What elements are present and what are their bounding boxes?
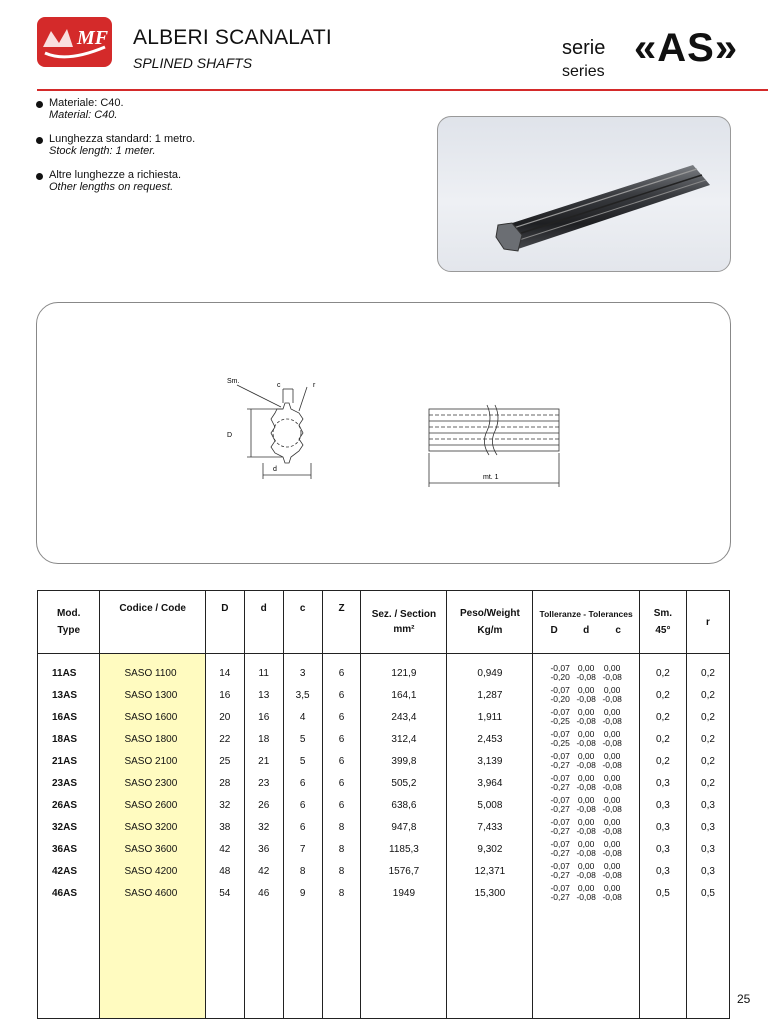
- bullet-dot-icon: [36, 137, 43, 144]
- cell-section: 638,6: [361, 794, 447, 816]
- cell-sm: 0,2: [639, 750, 686, 772]
- tol-upper: 0,00: [603, 883, 621, 893]
- tol-upper: 0,00: [577, 751, 595, 761]
- cell-z: 6: [322, 706, 361, 728]
- page-subtitle: SPLINED SHAFTS: [133, 55, 253, 71]
- col-header-tolerances: Tolleranze - Tolerances D d c: [533, 591, 639, 654]
- cell-code: SASO 1300: [100, 684, 205, 706]
- table-row: [38, 816, 730, 838]
- cell-sm: 0,3: [639, 794, 686, 816]
- col-header-r: r: [686, 591, 729, 654]
- tol-lower: -0,08: [576, 804, 596, 814]
- cell-z: 8: [322, 838, 361, 860]
- tol-upper: -0,07: [550, 883, 570, 893]
- cell-weight: 1,911: [447, 706, 533, 728]
- tol-lower: -0,08: [602, 672, 622, 682]
- tol-lower: -0,27: [550, 848, 570, 858]
- tol-lower: -0,08: [576, 848, 596, 858]
- logo-text: MF: [77, 27, 109, 49]
- bullet-material: [36, 97, 195, 121]
- technical-drawing: [36, 302, 731, 564]
- col-header-weight: Peso/Weight Kg/m: [447, 591, 533, 654]
- cell-d: 11: [244, 662, 283, 684]
- serie-label: serie: [562, 37, 606, 59]
- bullet-text-it: Materiale: C40.: [49, 97, 124, 109]
- tol-lower: -0,27: [550, 870, 570, 880]
- cell-z: 8: [322, 882, 361, 904]
- tol-upper: 0,00: [577, 883, 595, 893]
- cell-c: 5: [283, 728, 322, 750]
- tol-lower: -0,08: [602, 694, 622, 704]
- tol-upper: -0,07: [550, 861, 570, 871]
- table-row: [38, 662, 730, 684]
- cell-d: 26: [244, 794, 283, 816]
- tol-upper: -0,07: [550, 817, 570, 827]
- cell-sm: 0,2: [639, 684, 686, 706]
- cell-z: 8: [322, 816, 361, 838]
- cell-r: 0,5: [686, 882, 729, 904]
- table-row: [38, 860, 730, 882]
- tol-upper: 0,00: [577, 663, 595, 673]
- cell-code: SASO 1600: [100, 706, 205, 728]
- tol-upper: 0,00: [577, 817, 595, 827]
- tol-lower: -0,25: [550, 738, 570, 748]
- cell-section: 505,2: [361, 772, 447, 794]
- page-title: ALBERI SCANALATI: [133, 26, 332, 49]
- tol-upper: 0,00: [603, 729, 621, 739]
- cell-D: 48: [205, 860, 244, 882]
- cell-r: 0,2: [686, 684, 729, 706]
- col-header-D: D: [205, 591, 244, 654]
- tol-upper: -0,07: [550, 685, 570, 695]
- cell-weight: 9,302: [447, 838, 533, 860]
- cell-d: 36: [244, 838, 283, 860]
- tol-upper: -0,07: [550, 729, 570, 739]
- col-header-section: Sez. / Section mm²: [361, 591, 447, 654]
- tol-lower: -0,08: [602, 716, 622, 726]
- bullet-text-it: Lunghezza standard: 1 metro.: [49, 133, 196, 145]
- bullet-length: [36, 133, 195, 157]
- table-row: [38, 838, 730, 860]
- shaft-photo: [437, 116, 731, 272]
- cell-z: 8: [322, 860, 361, 882]
- cell-D: 22: [205, 728, 244, 750]
- tol-upper: -0,07: [550, 795, 570, 805]
- table-row: [38, 684, 730, 706]
- cell-z: 6: [322, 662, 361, 684]
- tol-lower: -0,08: [576, 760, 596, 770]
- table-row: [38, 882, 730, 904]
- cell-r: 0,2: [686, 706, 729, 728]
- cell-c: 9: [283, 882, 322, 904]
- col-header-d: d: [244, 591, 283, 654]
- tol-upper: 0,00: [603, 795, 621, 805]
- cell-c: 6: [283, 794, 322, 816]
- cell-weight: 1,287: [447, 684, 533, 706]
- table-row: [38, 772, 730, 794]
- label-sm: Sm.: [227, 378, 240, 385]
- tol-upper: 0,00: [603, 751, 621, 761]
- table-row: [38, 794, 730, 816]
- bullet-text-en: Other lengths on request.: [49, 181, 174, 193]
- table-row: [38, 706, 730, 728]
- cell-sm: 0,3: [639, 838, 686, 860]
- cell-sm: 0,2: [639, 728, 686, 750]
- cell-mod: 36AS: [38, 838, 100, 860]
- cell-D: 32: [205, 794, 244, 816]
- cell-section: 399,8: [361, 750, 447, 772]
- tol-upper: 0,00: [603, 685, 621, 695]
- cell-r: 0,2: [686, 772, 729, 794]
- cell-section: 1949: [361, 882, 447, 904]
- cell-weight: 12,371: [447, 860, 533, 882]
- cell-sm: 0,3: [639, 816, 686, 838]
- tol-upper: -0,07: [550, 707, 570, 717]
- label-d: d: [273, 466, 277, 473]
- cell-section: 1185,3: [361, 838, 447, 860]
- cell-c: 3: [283, 662, 322, 684]
- cell-D: 16: [205, 684, 244, 706]
- tol-lower: -0,08: [602, 804, 622, 814]
- cell-c: 6: [283, 772, 322, 794]
- tol-lower: -0,27: [550, 782, 570, 792]
- tol-upper: 0,00: [577, 707, 595, 717]
- cell-d: 18: [244, 728, 283, 750]
- cell-r: 0,3: [686, 794, 729, 816]
- cell-weight: 5,008: [447, 794, 533, 816]
- table-header-row: [38, 591, 730, 654]
- cell-section: 947,8: [361, 816, 447, 838]
- col-header-code: Codice / Code: [100, 591, 205, 654]
- tol-lower: -0,27: [550, 892, 570, 902]
- cell-D: 28: [205, 772, 244, 794]
- cell-r: 0,3: [686, 816, 729, 838]
- spec-table: [37, 590, 730, 1019]
- tol-upper: 0,00: [603, 663, 621, 673]
- cell-code: SASO 2100: [100, 750, 205, 772]
- label-r: r: [313, 382, 316, 389]
- label-c: c: [277, 382, 281, 389]
- cell-section: 243,4: [361, 706, 447, 728]
- cell-sm: 0,3: [639, 860, 686, 882]
- tol-lower: -0,08: [602, 782, 622, 792]
- bullet-other: [36, 169, 195, 193]
- cell-D: 25: [205, 750, 244, 772]
- table-row: [38, 750, 730, 772]
- cell-z: 6: [322, 728, 361, 750]
- tol-upper: 0,00: [577, 795, 595, 805]
- cell-d: 32: [244, 816, 283, 838]
- cell-tolerances: [533, 662, 639, 684]
- cell-d: 21: [244, 750, 283, 772]
- tol-lower: -0,08: [576, 826, 596, 836]
- cell-sm: 0,5: [639, 882, 686, 904]
- tol-upper: -0,07: [550, 839, 570, 849]
- table-filler-row: [38, 904, 730, 1019]
- cell-r: 0,3: [686, 838, 729, 860]
- tol-lower: -0,08: [602, 760, 622, 770]
- cell-tolerances: [533, 684, 639, 706]
- cell-weight: 15,300: [447, 882, 533, 904]
- cell-sm: 0,3: [639, 772, 686, 794]
- cell-weight: 2,453: [447, 728, 533, 750]
- spec-bullets: [36, 97, 195, 205]
- tol-lower: -0,08: [602, 738, 622, 748]
- cell-z: 6: [322, 772, 361, 794]
- page-number: 25: [737, 992, 751, 1006]
- cell-code: SASO 2300: [100, 772, 205, 794]
- cell-mod: 16AS: [38, 706, 100, 728]
- cell-tolerances: [533, 750, 639, 772]
- tol-upper: 0,00: [577, 685, 595, 695]
- cell-mod: 11AS: [38, 662, 100, 684]
- cell-D: 14: [205, 662, 244, 684]
- cell-tolerances: [533, 794, 639, 816]
- tol-upper: -0,07: [550, 663, 570, 673]
- cell-code: SASO 1800: [100, 728, 205, 750]
- cell-tolerances: [533, 728, 639, 750]
- cell-code: SASO 4600: [100, 882, 205, 904]
- cell-c: 5: [283, 750, 322, 772]
- cell-d: 42: [244, 860, 283, 882]
- label-length: mt. 1: [483, 474, 499, 481]
- cell-code: SASO 4200: [100, 860, 205, 882]
- tol-upper: 0,00: [577, 861, 595, 871]
- cell-c: 4: [283, 706, 322, 728]
- table-row: [38, 728, 730, 750]
- cell-mod: 23AS: [38, 772, 100, 794]
- cell-tolerances: [533, 882, 639, 904]
- cell-sm: 0,2: [639, 706, 686, 728]
- cell-d: 23: [244, 772, 283, 794]
- tol-upper: 0,00: [577, 773, 595, 783]
- tol-upper: 0,00: [577, 729, 595, 739]
- cell-tolerances: [533, 860, 639, 882]
- cell-section: 121,9: [361, 662, 447, 684]
- cell-sm: 0,2: [639, 662, 686, 684]
- cell-mod: 13AS: [38, 684, 100, 706]
- tol-lower: -0,27: [550, 804, 570, 814]
- cell-D: 42: [205, 838, 244, 860]
- cell-r: 0,3: [686, 860, 729, 882]
- series-label: series: [562, 63, 605, 80]
- cell-d: 46: [244, 882, 283, 904]
- cell-mod: 42AS: [38, 860, 100, 882]
- cell-c: 8: [283, 860, 322, 882]
- tol-upper: 0,00: [577, 839, 595, 849]
- cell-z: 6: [322, 684, 361, 706]
- cell-tolerances: [533, 772, 639, 794]
- cell-section: 1576,7: [361, 860, 447, 882]
- cell-r: 0,2: [686, 728, 729, 750]
- cell-weight: 3,139: [447, 750, 533, 772]
- table-spacer-row: [38, 654, 730, 663]
- cell-code: SASO 2600: [100, 794, 205, 816]
- tol-lower: -0,08: [602, 848, 622, 858]
- tol-upper: -0,07: [550, 773, 570, 783]
- tol-lower: -0,25: [550, 716, 570, 726]
- bullet-dot-icon: [36, 101, 43, 108]
- header-divider: [37, 89, 768, 91]
- tol-lower: -0,27: [550, 826, 570, 836]
- tol-lower: -0,08: [576, 694, 596, 704]
- tol-upper: 0,00: [603, 707, 621, 717]
- tol-lower: -0,08: [576, 672, 596, 682]
- tol-upper: -0,07: [550, 751, 570, 761]
- bullet-text-en: Material: C40.: [49, 109, 118, 121]
- tol-lower: -0,27: [550, 760, 570, 770]
- cell-mod: 32AS: [38, 816, 100, 838]
- cell-c: 7: [283, 838, 322, 860]
- col-header-mod: Mod. Type: [38, 591, 100, 654]
- bullet-dot-icon: [36, 173, 43, 180]
- tol-lower: -0,08: [576, 892, 596, 902]
- cell-section: 312,4: [361, 728, 447, 750]
- tol-upper: 0,00: [603, 861, 621, 871]
- tol-upper: 0,00: [603, 773, 621, 783]
- cell-weight: 3,964: [447, 772, 533, 794]
- cell-z: 6: [322, 750, 361, 772]
- cell-z: 6: [322, 794, 361, 816]
- tol-upper: 0,00: [603, 817, 621, 827]
- cell-tolerances: [533, 816, 639, 838]
- cell-code: SASO 3200: [100, 816, 205, 838]
- col-header-z: Z: [322, 591, 361, 654]
- bullet-text-en: Stock length: 1 meter.: [49, 145, 156, 157]
- col-header-c: c: [283, 591, 322, 654]
- brand-logo: [37, 17, 112, 67]
- tol-lower: -0,08: [602, 826, 622, 836]
- cell-tolerances: [533, 838, 639, 860]
- cell-c: 3,5: [283, 684, 322, 706]
- tol-lower: -0,08: [576, 782, 596, 792]
- cell-r: 0,2: [686, 750, 729, 772]
- tol-lower: -0,20: [550, 694, 570, 704]
- label-D: D: [227, 432, 233, 439]
- cell-d: 13: [244, 684, 283, 706]
- tol-lower: -0,08: [602, 870, 622, 880]
- cell-mod: 18AS: [38, 728, 100, 750]
- tol-lower: -0,20: [550, 672, 570, 682]
- cell-weight: 7,433: [447, 816, 533, 838]
- tol-upper: 0,00: [603, 839, 621, 849]
- cell-r: 0,2: [686, 662, 729, 684]
- cell-tolerances: [533, 706, 639, 728]
- tol-lower: -0,08: [602, 892, 622, 902]
- cell-c: 6: [283, 816, 322, 838]
- bullet-text-it: Altre lunghezze a richiesta.: [49, 169, 182, 181]
- col-header-sm: Sm. 45°: [639, 591, 686, 654]
- cell-D: 38: [205, 816, 244, 838]
- cell-mod: 46AS: [38, 882, 100, 904]
- cell-code: SASO 3600: [100, 838, 205, 860]
- tol-lower: -0,08: [576, 870, 596, 880]
- tol-lower: -0,08: [576, 738, 596, 748]
- tol-lower: -0,08: [576, 716, 596, 726]
- cell-d: 16: [244, 706, 283, 728]
- cell-D: 20: [205, 706, 244, 728]
- cell-section: 164,1: [361, 684, 447, 706]
- series-code: «AS»: [634, 26, 739, 70]
- cell-mod: 26AS: [38, 794, 100, 816]
- cell-mod: 21AS: [38, 750, 100, 772]
- cell-weight: 0,949: [447, 662, 533, 684]
- cell-code: SASO 1100: [100, 662, 205, 684]
- cell-D: 54: [205, 882, 244, 904]
